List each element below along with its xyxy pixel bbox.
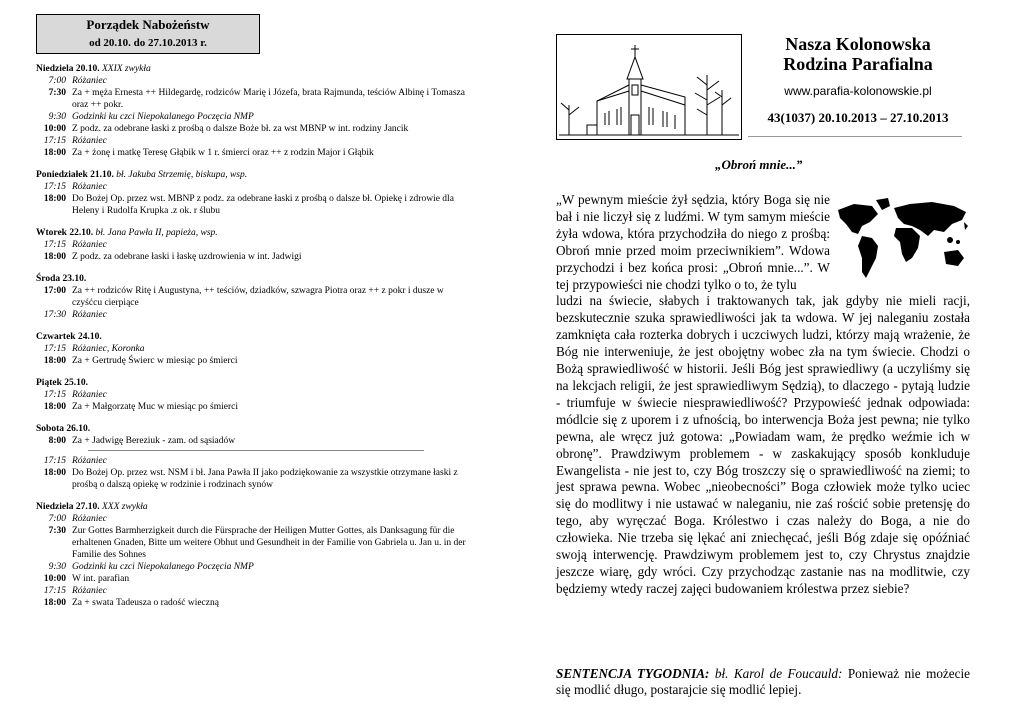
schedule-row <box>36 513 476 525</box>
row-time: 17:15 <box>43 586 66 596</box>
schedule-row <box>36 525 476 561</box>
row-time: 10:00 <box>43 124 66 134</box>
sentence-author: bł. Karol de Foucauld: <box>714 666 843 681</box>
row-text: Różaniec <box>72 456 107 466</box>
issue-number: 43(1037) 20.10.2013 – 27.10.2013 <box>767 110 949 125</box>
row-text: Różaniec <box>72 136 107 146</box>
day-label: Wtorek 22.10. <box>36 228 94 238</box>
article-text-full: ludzi na świecie, słabych i traktowanych tak, jak gdyby nie mieli racji, bezskutecznie szuka sprawiedliwości jak ta wdowa. W jej naleganiu została zamknięta cała rozterka dobrych i uczciwych ludzi, którzy mają wrażenie, że Bóg nie interweniuje, że jest obojętny wobec zła na tym świecie. Chodzi o Bożą sprawiedliwość w historii. Jeśli Bóg jest sprawiedliwy (a uczyliśmy się na lekcjach religii, że jest sprawiedliwym Sędzią), to dlaczego - pytają ludzie - triumfuje w świecie niesprawiedliwość? Przypowieść jednak odpowiada: módlcie się z uporem i z ufnością, bo interwencja Boża jest pewna; nie tylko pewna, ale wręcz już gotowa: „Powiadam wam, że prędko weźmie ich w obronę”. Prawdziwym problemem - w zaskakujący sposób konkluduje Ewangelista - nie jest to, czy Bóg troszczy się o sprawiedliwość na ziemi; to jest sprawa pewna. Wobec „nieobecności” Boga człowiek może tylko uciec się do modlitwy i nie ustawać w naleganiu, nie zaś rościć sobie pretensję do tego, aby wyręczać Boga. Królestwo i czas należy do Boga, a nie do człowieka. Nie trzeba się lękać ani zniechęcać, jeśli Bóg zdaje się opóźniać swoją interwencję. Prawdziwym problemem jest to, czy Chrystus znajdzie jeszcze wiarę, gdy wróci. Czy przychodząc zastanie nas na modlitwie, czy będziemy wtedy raczej zajęci budowaniem królestwa przez siebie? <box>556 293 970 596</box>
schedule-row <box>36 147 476 159</box>
schedule-day <box>36 331 476 367</box>
schedule-header-box <box>36 14 260 54</box>
schedule-row <box>36 75 476 87</box>
row-text: Różaniec <box>72 390 107 400</box>
row-time: 7:00 <box>48 76 66 86</box>
schedule-title: Porządek Nabożeństw <box>86 17 210 32</box>
row-time: 18:00 <box>43 194 66 204</box>
day-label: Sobota 26.10. <box>36 424 91 434</box>
row-time: 7:30 <box>48 526 66 536</box>
sentence-text: Ponieważ nie możecie się modlić długo, postarajcie się modlić lepiej. <box>556 666 971 697</box>
schedule-day <box>36 377 476 413</box>
row-time: 18:00 <box>43 252 66 262</box>
row-time: 9:30 <box>48 112 66 122</box>
row-time: 17:15 <box>43 456 66 466</box>
row-time: 7:00 <box>48 514 66 524</box>
schedule-row <box>36 561 476 573</box>
row-time: 9:30 <box>48 562 66 572</box>
day-label: Środa 23.10. <box>36 274 87 284</box>
row-time: 8:00 <box>48 436 66 446</box>
schedule-row <box>36 597 476 609</box>
schedule-row <box>36 123 476 135</box>
day-heading <box>36 377 476 389</box>
schedule-row <box>36 309 476 321</box>
row-time: 10:00 <box>43 574 66 584</box>
title-line-2: Rodzina Parafialna <box>783 54 933 74</box>
schedule-row <box>36 355 476 367</box>
article-heading: „Obroń mnie...” <box>715 157 803 172</box>
row-text: Za + swata Tadeusza o radość wieczną <box>72 598 219 608</box>
schedule-row <box>36 251 476 263</box>
row-time: 17:00 <box>43 286 66 296</box>
row-text: Za + Gertrudę Świerc w miesiąc po śmierci <box>72 356 238 366</box>
schedule-day <box>36 63 476 159</box>
schedule-row <box>36 455 476 467</box>
row-time: 17:15 <box>43 182 66 192</box>
title-divider <box>748 136 962 137</box>
day-heading <box>36 63 476 75</box>
day-label: Niedziela 27.10. <box>36 502 100 512</box>
row-time: 17:15 <box>43 344 66 354</box>
row-time: 18:00 <box>43 598 66 608</box>
row-text: Różaniec <box>72 514 107 524</box>
row-text: Różaniec <box>72 240 107 250</box>
row-text: Z podz. za odebrane łaski z prośbą o dalsze Boże bł. za wst MBNP w int. rodziny Jancik <box>72 124 409 134</box>
row-time: 17:15 <box>43 390 66 400</box>
schedule-row <box>36 343 476 355</box>
day-heading <box>36 227 476 239</box>
article-text-narrow: „W pewnym mieście żył sędzia, który Boga się nie bał i nie liczył się z ludźmi. W tym samym mieście żyła wdowa, która przychodziła do niego z prośbą: Obroń mnie przed moim przeciwnikiem”. Wdowa przychodzi i bez końca prosi: „Obroń mnie...”. W tej przypowieści nie chodzi tylko o to, że tylu <box>556 192 830 292</box>
day-label: Czwartek 24.10. <box>36 332 102 342</box>
schedule-row <box>36 87 476 111</box>
row-text: W int. parafian <box>72 574 130 584</box>
row-time: 17:30 <box>43 310 66 320</box>
row-text: Za + Małgorzatę Muc w miesiąc po śmierci <box>72 402 239 412</box>
day-label: Poniedziałek 21.10. <box>36 170 114 180</box>
row-text: Do Bożej Op. przez wst. NSM i bł. Jana Pawła II jako podziękowanie za wszystkie otrzymane łaski z prośbą o dalszą opiekę w rodzinie i rodzinach synów <box>72 468 458 490</box>
parish-url[interactable]: www.parafia-kolonowskie.pl <box>784 84 932 98</box>
schedule-row <box>36 401 476 413</box>
schedule-column <box>36 14 476 619</box>
day-heading <box>36 331 476 343</box>
schedule-row <box>36 467 476 491</box>
row-text: Zur Gottes Barmherzigkeit durch die Fürsprache der Heiligen Mutter Gottes, als Danksagung für die erhaltenen Gnaden, Bitte um weitere Obhut und Gesundheit in der Familie von Gabriela u. Jan u. in der Familie des Sohnes <box>72 526 466 560</box>
sentence-label: SENTENCJA TYGODNIA: <box>556 666 710 681</box>
row-text: Godzinki ku czci Niepokalanego Poczęcia NMP <box>72 112 254 122</box>
day-note: XXX zwykła <box>101 502 148 512</box>
row-text: Różaniec <box>72 310 107 320</box>
schedule-dates: od 20.10. do 27.10.2013 r. <box>89 37 207 49</box>
newsletter-title <box>748 34 968 126</box>
row-text: Za + Jadwigę Bereziuk - zam. od sąsiadów <box>72 436 236 446</box>
row-text: Różaniec <box>72 182 107 192</box>
schedule-row <box>36 111 476 123</box>
row-text: Różaniec <box>72 586 107 596</box>
sentence-of-week <box>556 666 970 698</box>
schedule-row <box>36 239 476 251</box>
schedule-day <box>36 273 476 321</box>
day-heading <box>36 423 476 435</box>
row-time: 18:00 <box>43 402 66 412</box>
day-label: Niedziela 20.10. <box>36 64 100 74</box>
schedule-row <box>36 585 476 597</box>
schedule-row <box>36 389 476 401</box>
row-time: 17:15 <box>43 136 66 146</box>
row-text: Za + męża Ernesta ++ Hildegardę, rodziców Marię i Józefa, brata Rajmunda, teściów Albinę i Tomasza oraz ++ pokr. <box>72 88 465 110</box>
day-note: bł. Jana Pawła II, papieża, wsp. <box>95 228 218 238</box>
schedule-row <box>36 573 476 585</box>
row-time: 17:15 <box>43 240 66 250</box>
row-time: 18:00 <box>43 356 66 366</box>
schedule-day <box>36 501 476 609</box>
schedule-day <box>36 227 476 263</box>
schedule-day <box>36 169 476 217</box>
schedule-row <box>36 181 476 193</box>
row-text: Za + żonę i matkę Teresę Głąbik w 1 r. śmierci oraz ++ z rodzin Major i Głąbik <box>72 148 374 158</box>
row-text: Z podz. za odebrane łaski i łaskę uzdrowienia w int. Jadwigi <box>72 252 302 262</box>
schedule-day <box>36 423 476 491</box>
schedule-row <box>36 135 476 147</box>
day-heading <box>36 273 476 285</box>
row-separator <box>88 450 424 451</box>
day-heading <box>36 501 476 513</box>
schedule-days <box>36 63 476 609</box>
row-time: 18:00 <box>43 468 66 478</box>
schedule-row <box>36 193 476 217</box>
day-note: XXIX zwykła <box>101 64 151 74</box>
row-time: 18:00 <box>43 148 66 158</box>
row-text: Różaniec <box>72 76 107 86</box>
row-text: Do Bożej Op. przez wst. MBNP z podz. za odebrane łaski z prośbą o dalsze bł. Opiekę i zdrowie dla Heleny i Rudolfa Krupka .z ok. r ślubu <box>72 194 454 216</box>
row-text: Za ++ rodziców Ritę i Augustyna, ++ teściów, dziadków, szwagra Piotra oraz ++ z pokr i dusze w czyśćcu cierpiące <box>72 286 444 308</box>
row-text: Różaniec, Koronka <box>72 344 145 354</box>
church-drawing <box>556 34 742 140</box>
article-body <box>556 192 970 598</box>
day-heading <box>36 169 476 181</box>
title-line-1: Nasza Kolonowska <box>785 34 931 54</box>
day-label: Piątek 25.10. <box>36 378 88 388</box>
day-note: bł. Jakuba Strzemię, biskupa, wsp. <box>116 170 248 180</box>
schedule-row <box>36 285 476 309</box>
schedule-row <box>36 435 476 447</box>
row-time: 7:30 <box>48 88 66 98</box>
row-text: Godzinki ku czci Niepokalanego Poczęcia NMP <box>72 562 254 572</box>
